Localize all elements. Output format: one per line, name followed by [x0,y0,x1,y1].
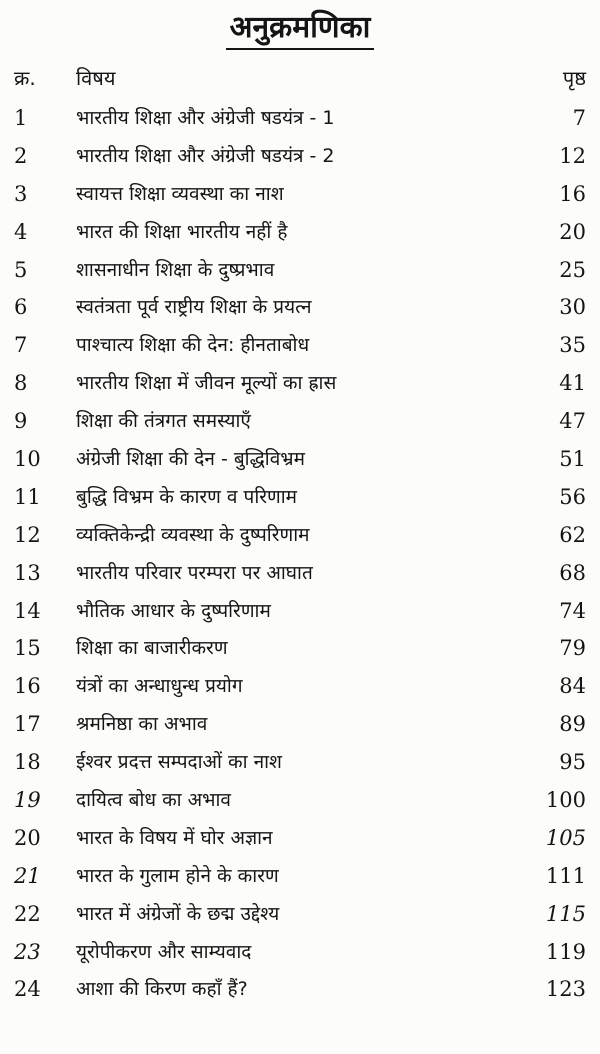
toc-number: 16 [14,674,41,699]
toc-page: 74 [559,598,586,623]
toc-row [0,365,600,403]
toc-topic: ईश्वर प्रदत्त सम्पदाओं का नाश [76,751,282,774]
toc-row [0,517,600,555]
toc-page: 20 [559,219,586,244]
toc-number: 9 [14,409,28,434]
toc-number: 24 [14,977,41,1002]
toc-number: 3 [14,181,28,206]
toc-topic: भारत की शिक्षा भारतीय नहीं है [76,220,288,243]
toc-number: 18 [14,750,41,775]
toc-row [0,858,600,896]
toc-topic: भारत के विषय में घोर अज्ञान [76,826,273,849]
toc-number: 5 [14,257,28,282]
toc-row [0,289,600,327]
toc-page: 56 [559,484,586,509]
toc-number: 11 [14,484,41,509]
toc-row [0,327,600,365]
toc-topic: भारत के गुलाम होने के कारण [76,864,279,887]
toc-topic: अंग्रेजी शिक्षा की देन - बुद्धिविभ्रम [76,448,305,471]
toc-number: 1 [14,106,28,130]
toc-row [0,971,600,1009]
toc-page: 123 [545,977,586,1002]
toc-number: 20 [14,825,41,850]
toc-topic: स्वायत्त शिक्षा व्यवस्था का नाश [76,182,284,205]
toc-page: 111 [545,863,586,888]
toc-page: 100 [545,788,586,813]
toc-topic: शिक्षा की तंत्रगत समस्याएँ [76,410,251,433]
toc-number: 23 [14,939,41,964]
toc-number: 12 [14,522,41,547]
toc-page: 16 [559,181,586,206]
toc-page: 105 [545,825,586,850]
toc-number: 6 [14,295,28,320]
toc-topic: भारत में अंग्रेजों के छद्म उद्देश्य [76,902,280,925]
toc-header [0,60,600,94]
toc-row [0,744,600,782]
toc-number: 8 [14,371,28,396]
toc-row [0,706,600,744]
toc-topic: भारतीय शिक्षा और अंग्रेजी षडयंत्र - 2 [76,144,335,167]
toc-number: 15 [14,636,41,661]
toc-row [0,100,600,138]
toc-number: 17 [14,712,41,737]
header-page-label: पृष्ठ [562,66,586,90]
title-area [0,8,600,50]
toc-number: 2 [14,143,28,168]
toc-page: 95 [559,750,586,775]
toc-number: 22 [14,901,41,926]
toc-page: 25 [559,257,586,282]
toc-number: 4 [14,219,28,244]
header-topic-label: विषय [76,66,116,90]
toc-number: 14 [14,598,41,623]
toc-page: 68 [559,560,586,585]
toc-topic: आशा की किरण कहाँ हैं? [76,978,248,1001]
toc-topic: यंत्रों का अन्धाधुन्ध प्रयोग [76,675,243,698]
toc-page: 51 [559,447,586,472]
toc-page: 30 [559,295,586,320]
toc-row [0,934,600,972]
toc-page: 47 [559,409,586,434]
toc-list [0,100,600,1009]
toc-page: 12 [559,143,586,168]
toc-page: 41 [559,371,586,396]
toc-row [0,138,600,176]
toc-row [0,593,600,631]
toc-page: 115 [545,901,586,926]
toc-topic: दायित्व बोध का अभाव [76,789,231,812]
page-title: अनुक्रमणिका [226,8,375,50]
toc-page: 62 [559,522,586,547]
toc-row [0,214,600,252]
toc-topic: स्वतंत्रता पूर्व राष्ट्रीय शिक्षा के प्रयत्न [76,296,312,319]
toc-topic: बुद्धि विभ्रम के कारण व परिणाम [76,485,298,508]
toc-topic: भौतिक आधार के दुष्परिणाम [76,599,271,622]
toc-topic: व्यक्तिकेन्द्री व्यवस्था के दुष्परिणाम [76,523,310,546]
toc-number: 19 [14,788,41,813]
toc-topic: श्रमनिष्ठा का अभाव [76,713,208,736]
toc-row [0,555,600,593]
toc-row [0,896,600,934]
header-number-label: क्र. [14,66,36,90]
toc-topic: पाश्चात्य शिक्षा की देन: हीनताबोध [76,334,310,357]
toc-row [0,782,600,820]
toc-row [0,630,600,668]
toc-number: 10 [14,447,41,472]
toc-topic: भारतीय शिक्षा में जीवन मूल्यों का ह्रास [76,372,337,395]
toc-topic: यूरोपीकरण और साम्यवाद [76,940,252,963]
toc-topic: भारतीय शिक्षा और अंग्रेजी षडयंत्र - 1 [76,107,335,129]
toc-page: 7 [572,106,586,130]
toc-page: 89 [559,712,586,737]
toc-page: 79 [559,636,586,661]
toc-topic: भारतीय परिवार परम्परा पर आघात [76,561,313,584]
toc-page: 119 [545,939,586,964]
toc-topic: शिक्षा का बाजारीकरण [76,637,228,660]
toc-page: 35 [559,333,586,358]
toc-row [0,252,600,290]
toc-row [0,820,600,858]
toc-topic: शासनाधीन शिक्षा के दुष्प्रभाव [76,258,275,281]
toc-row [0,441,600,479]
toc-row [0,668,600,706]
toc-number: 21 [14,863,41,888]
toc-number: 7 [14,333,28,358]
toc-page: 84 [559,674,586,699]
toc-row [0,176,600,214]
toc-number: 13 [14,560,41,585]
toc-row [0,479,600,517]
toc-row [0,403,600,441]
